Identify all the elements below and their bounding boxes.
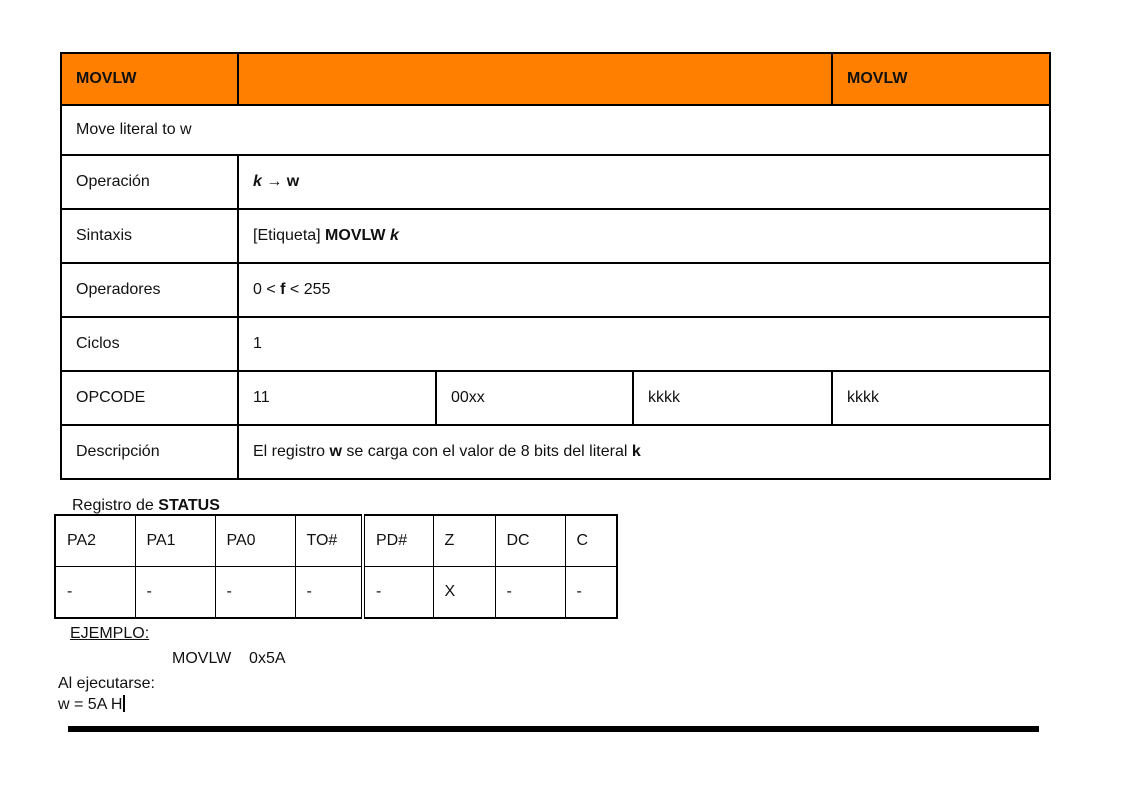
instruction-description: Move literal to w xyxy=(61,105,1050,155)
text-run: 0 < xyxy=(253,281,281,298)
row-value xyxy=(238,425,1050,479)
row-label: Sintaxis xyxy=(61,209,238,263)
text-run: k xyxy=(631,443,641,460)
text-run: k xyxy=(389,227,399,244)
header-blank xyxy=(238,53,832,105)
description-row xyxy=(61,105,1050,155)
row-value xyxy=(238,263,1050,317)
text-run: se carga con el valor de 8 bits del literal xyxy=(341,443,632,460)
text-run: f xyxy=(280,281,286,298)
row-label: OPCODE xyxy=(61,371,238,425)
header-mnemonic-right: MOVLW xyxy=(832,53,1050,105)
bottom-rule xyxy=(68,726,1039,732)
status-bit-value: - xyxy=(565,567,617,619)
example-label: EJEMPLO: xyxy=(70,625,150,642)
header-row xyxy=(61,53,1050,105)
instruction-table xyxy=(60,52,1051,480)
header-divider-mark xyxy=(831,68,833,90)
row-value xyxy=(238,155,1050,209)
status-bit-value: - xyxy=(495,567,565,619)
row-descripcion xyxy=(61,425,1050,479)
row-label: Descripción xyxy=(61,425,238,479)
status-bit-value: - xyxy=(135,567,215,619)
status-bit-header: TO# xyxy=(295,515,363,567)
text-run: El registro xyxy=(253,443,330,460)
row-label: Operadores xyxy=(61,263,238,317)
opcode-field: 11 xyxy=(238,371,436,425)
status-bit-header: C xyxy=(565,515,617,567)
text-run: [Etiqueta] xyxy=(253,227,326,244)
execution-label: Al ejecutarse: xyxy=(58,675,155,692)
header-mnemonic-left: MOVLW xyxy=(61,53,238,105)
status-title-prefix: Registro de xyxy=(72,497,159,514)
row-operacion xyxy=(61,155,1050,209)
opcode-field: kkkk xyxy=(832,371,1050,425)
row-opcode xyxy=(61,371,1050,425)
status-bit-value: - xyxy=(55,567,135,619)
row-label: Operación xyxy=(61,155,238,209)
status-bit-header: DC xyxy=(495,515,565,567)
status-value-row xyxy=(55,567,617,619)
status-header-row xyxy=(55,515,617,567)
text-run: k xyxy=(253,173,262,190)
status-bit-header: PA1 xyxy=(135,515,215,567)
status-title xyxy=(72,497,220,515)
row-sintaxis xyxy=(61,209,1050,263)
text-run: < 255 xyxy=(285,281,331,298)
status-register-table xyxy=(54,514,618,619)
row-operadores xyxy=(61,263,1050,317)
status-bit-value: X xyxy=(433,567,495,619)
execution-result xyxy=(58,695,125,714)
status-bit-value: - xyxy=(295,567,363,619)
opcode-field: 00xx xyxy=(436,371,633,425)
execution-result-text: w = 5A H xyxy=(58,696,123,713)
text-run: 1 xyxy=(253,335,262,352)
row-value xyxy=(238,317,1050,371)
text-run: → xyxy=(261,173,287,190)
status-bit-header: PA2 xyxy=(55,515,135,567)
status-bit-header: PD# xyxy=(363,515,433,567)
text-cursor xyxy=(123,695,125,712)
opcode-field: kkkk xyxy=(633,371,832,425)
status-bit-header: PA0 xyxy=(215,515,295,567)
status-title-bold: STATUS xyxy=(158,497,220,514)
example-code: MOVLW 0x5A xyxy=(172,650,286,667)
text-run: w xyxy=(286,173,300,190)
row-label: Ciclos xyxy=(61,317,238,371)
row-value xyxy=(238,209,1050,263)
text-run: w xyxy=(329,443,342,460)
status-bit-header: Z xyxy=(433,515,495,567)
status-bit-value: - xyxy=(363,567,433,619)
row-ciclos xyxy=(61,317,1050,371)
status-bit-value: - xyxy=(215,567,295,619)
text-run: MOVLW xyxy=(325,227,390,244)
